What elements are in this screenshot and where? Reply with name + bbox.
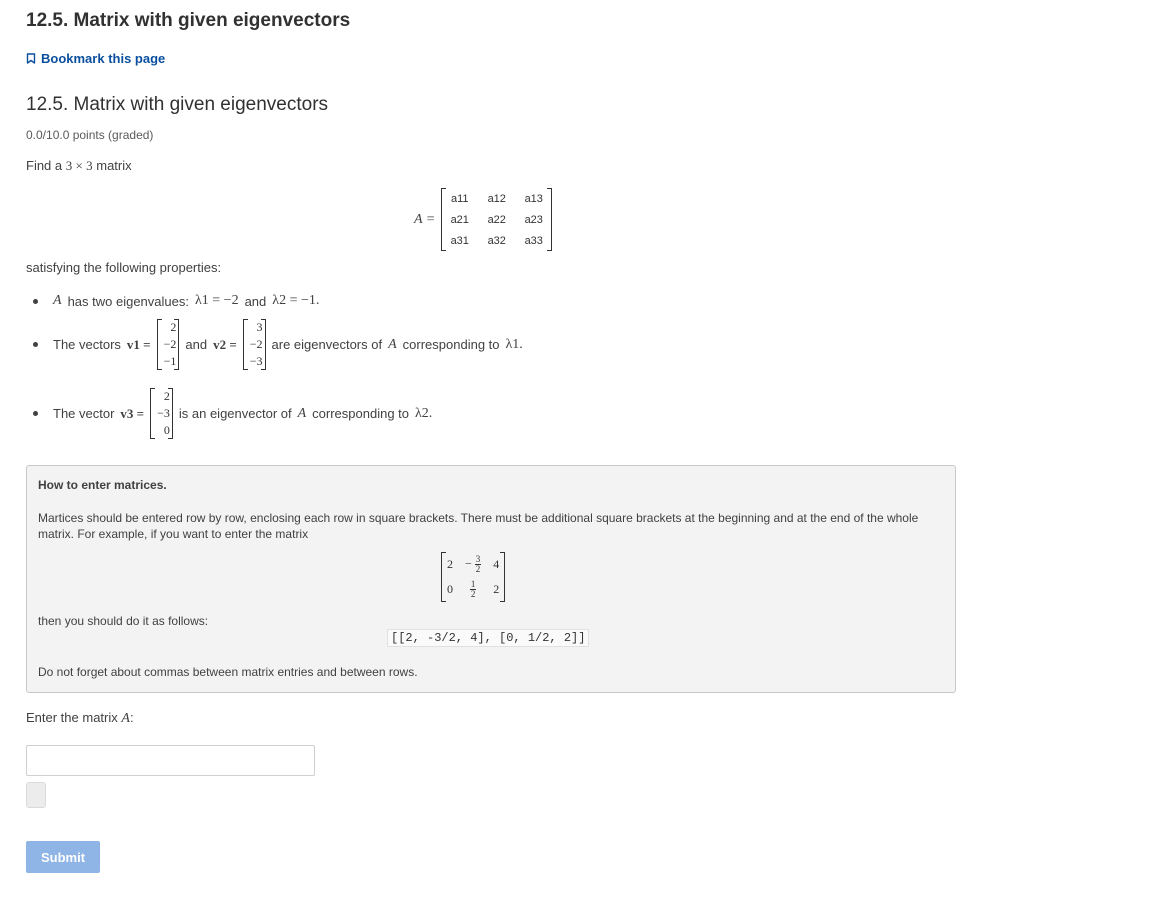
answer-label: Enter the matrix A: — [26, 710, 134, 726]
matrix-a — [441, 188, 552, 251]
vector-entry: 2 — [170, 320, 177, 334]
matrix-entry: a11 — [450, 192, 469, 205]
matrix-a-definition — [414, 188, 552, 251]
satisfying-text: satisfying the following properties: — [26, 260, 222, 275]
vector-entry: −3 — [249, 354, 263, 368]
example-code: [[2, -3/2, 4], [0, 1/2, 2]] — [387, 629, 589, 647]
bullet-dot — [33, 342, 38, 347]
problem-title: 12.5. Matrix with given eigenvectors — [26, 94, 329, 115]
property-eigenvalues: A has two eigenvalues: λ1 = −2 and λ2 = −1. — [33, 293, 319, 309]
matrix-entry: a23 — [524, 213, 543, 226]
vector-entry: −1 — [163, 354, 177, 368]
matrix-a-label: A = — [414, 211, 436, 227]
vector-entry: 0 — [163, 423, 170, 437]
matrix-entry: a33 — [524, 234, 543, 247]
submit-button[interactable]: Submit — [26, 841, 100, 873]
bullet-dot — [33, 299, 38, 304]
vector-v1 — [157, 319, 180, 370]
matrix-entry: 2 — [493, 582, 500, 596]
vector-entry: 2 — [163, 389, 170, 403]
property-eigenvectors-lambda1: The vectors v1 = 2 −2 −1 and v2 = 3 −2 −3 are eigenvectors of A corresponding to λ1. — [33, 319, 523, 370]
matrix-entry: a13 — [524, 192, 543, 205]
problem-intro: Find a 3 × 3 matrix — [26, 158, 132, 173]
vector-entry: 3 — [256, 320, 263, 334]
property-eigenvector-lambda2: The vector v3 = 2 −3 0 is an eigenvector of A corresponding to λ2. — [33, 388, 432, 439]
matrix-entry: − $\frac{3}{2}$ — [465, 554, 481, 574]
page-title: 12.5. Matrix with given eigenvectors — [26, 10, 351, 31]
vector-entry: −2 — [163, 337, 177, 351]
bookmark-icon — [26, 53, 36, 64]
matrix-entry: 4 — [493, 557, 500, 571]
fraction: $\frac{3}{2}$ — [475, 554, 481, 574]
help-title: How to enter matrices. — [38, 478, 167, 492]
matrix-dims: 3 × 3 — [65, 158, 93, 173]
help-then-text: then you should do it as follows: — [38, 614, 209, 628]
vector-entry: −2 — [249, 337, 263, 351]
vector-v2 — [243, 319, 266, 370]
matrix-entry: a32 — [487, 234, 506, 247]
matrix-answer-input[interactable] — [26, 745, 315, 776]
help-body: Martices should be entered row by row, enclosing each row in square brackets. There must be additional square brackets at the beginning and at the end of the whole matrix. For example, if you want to enter the matrix — [38, 511, 919, 541]
matrix-entry: 0 — [447, 582, 453, 596]
v2-label: v2 = — [213, 336, 237, 352]
help-note: Do not forget about commas between matrix entries and between rows. — [38, 665, 418, 679]
v3-label: v3 = — [120, 405, 145, 421]
fraction: $\frac{1}{2}$ — [470, 579, 476, 599]
matrix-entry: 2 — [447, 557, 453, 571]
bullet-dot — [33, 411, 38, 416]
answer-status-indicator — [26, 782, 46, 808]
matrix-entry — [459, 577, 487, 602]
vector-entry: −3 — [157, 406, 170, 420]
v1-label: v1 = — [126, 336, 151, 352]
vector-v3 — [150, 388, 173, 439]
matrix-entry: a22 — [487, 213, 506, 226]
example-matrix — [441, 552, 505, 602]
matrix-entry: a31 — [450, 234, 469, 247]
matrix-entry: a12 — [487, 192, 506, 205]
matrix-entry-help-box — [26, 465, 956, 693]
bookmark-label[interactable]: Bookmark this page — [41, 51, 166, 66]
bookmark-button[interactable] — [26, 51, 165, 66]
points-status: 0.0/10.0 points (graded) — [26, 128, 154, 142]
matrix-entry: a21 — [450, 213, 469, 226]
